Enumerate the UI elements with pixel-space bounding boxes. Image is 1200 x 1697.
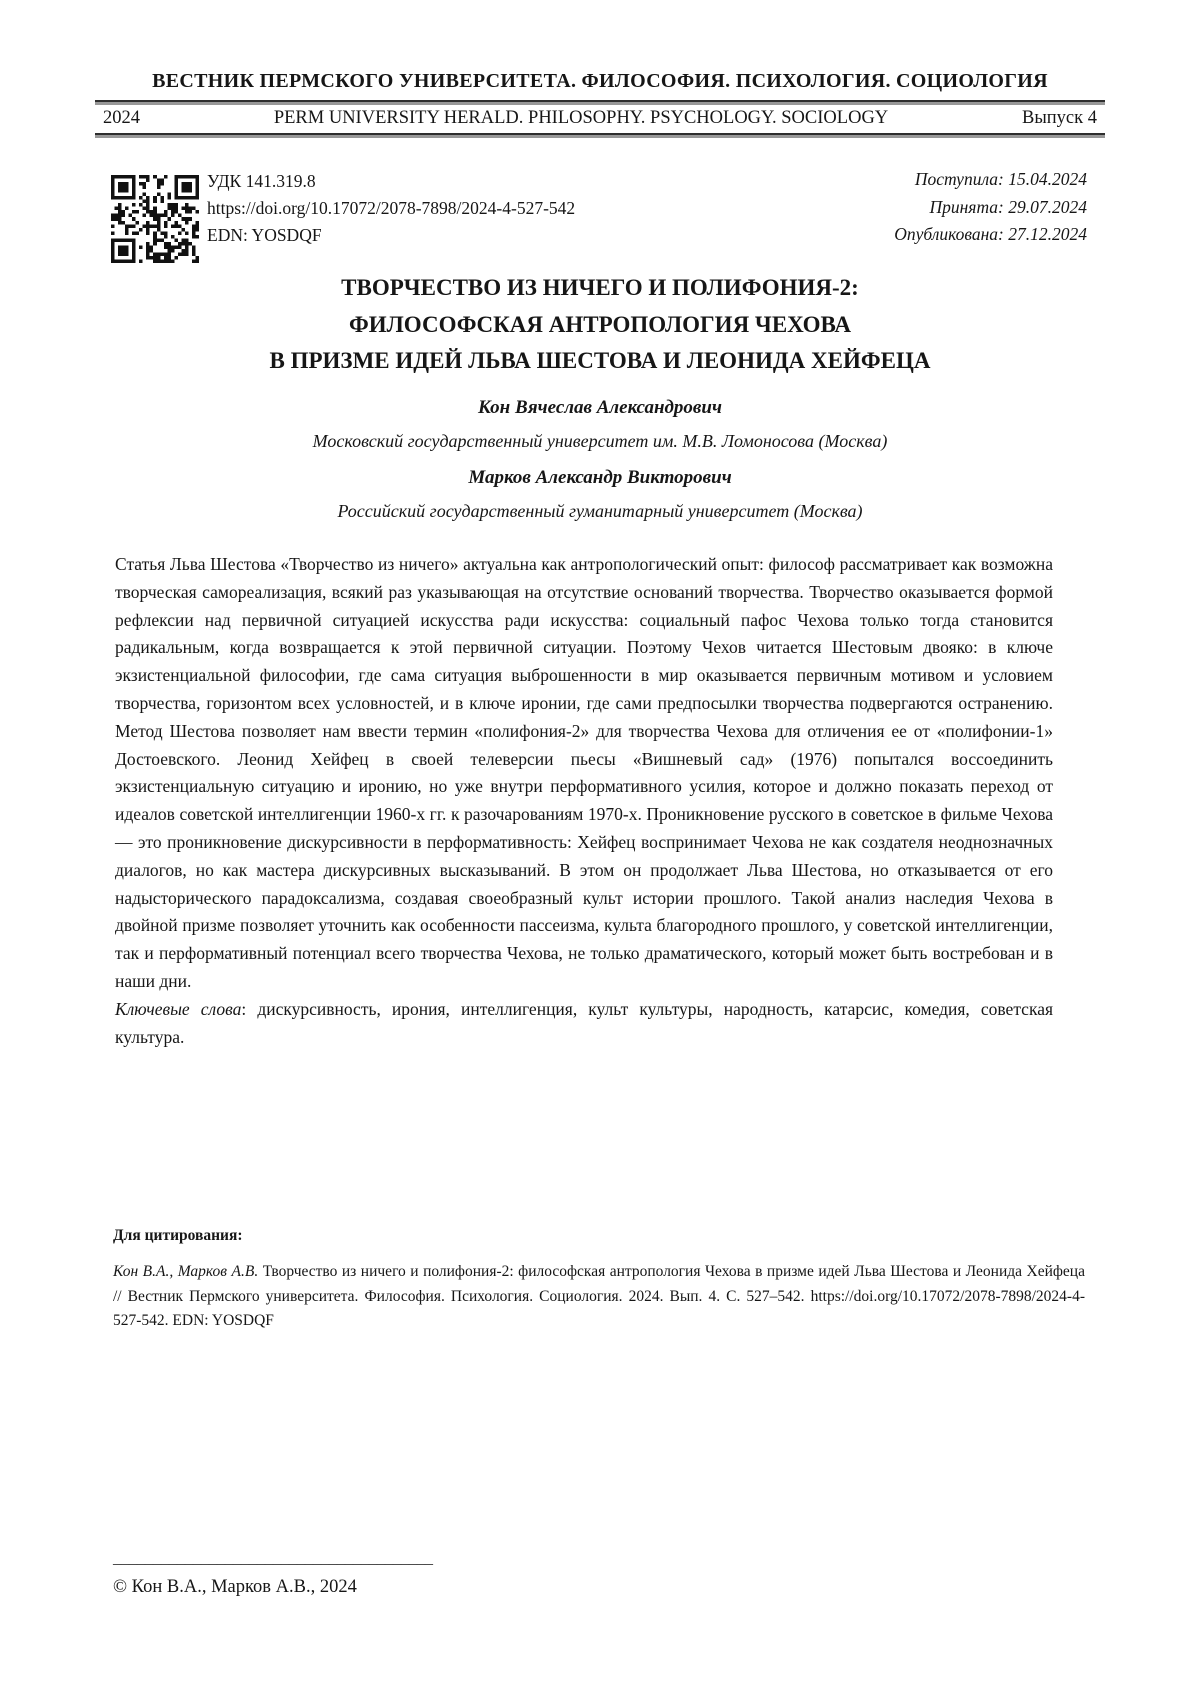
date-accepted: Принята: 29.07.2024	[929, 196, 1087, 217]
article-title-line-3: В ПРИЗМЕ ИДЕЙ ЛЬВА ШЕСТОВА И ЛЕОНИДА ХЕЙФЕЦА	[269, 348, 931, 373]
masthead-row	[95, 105, 1105, 133]
citation-authors: Кон В.А., Марков А.В.	[113, 1263, 259, 1280]
authors-block	[100, 397, 1100, 537]
doi-link[interactable]: https://doi.org/10.17072/2078-7898/2024-4-527-542	[207, 198, 576, 218]
submission-dates	[894, 166, 1087, 249]
article-title-line-1: ТВОРЧЕСТВО ИЗ НИЧЕГО И ПОЛИФОНИЯ-2:	[341, 275, 859, 300]
masthead	[95, 70, 1105, 138]
udc-number: УДК 141.319.8	[207, 171, 316, 191]
journal-year: 2024	[103, 108, 140, 128]
date-received: Поступила: 15.04.2024	[914, 169, 1087, 189]
journal-title-ru: ВЕСТНИК ПЕРМСКОГО УНИВЕРСИТЕТА. ФИЛОСОФИЯ. ПСИХОЛОГИЯ. СОЦИОЛОГИЯ	[152, 70, 1048, 92]
citation-block	[113, 1227, 1085, 1334]
article-title-line-2: ФИЛОСОФСКАЯ АНТРОПОЛОГИЯ ЧЕХОВА	[349, 311, 851, 337]
journal-issue: Выпуск 4	[1022, 108, 1097, 128]
udc-block	[207, 168, 575, 249]
masthead-rule-bottom	[95, 133, 1105, 138]
article-title	[100, 270, 1100, 380]
author-name: Марков Александр Викторович	[468, 467, 732, 488]
keywords-line	[115, 996, 1053, 1052]
citation-text	[113, 1260, 1085, 1334]
citation-body[interactable]: Творчество из ничего и полифония-2: философская антропология Чехова в призме идей Льва Шестова и Леонида Хейфеца // Вестник Пермского университета. Философия. Психология. Социология. 2024. Вып. 4. С. 527–542. https://doi.org/10.17072/2078-7898/2024-4-527-542. EDN: YOSDQF	[113, 1263, 1085, 1329]
author-affiliation: Российский государственный гуманитарный университет (Москва)	[337, 501, 863, 521]
abstract-text: Статья Льва Шестова «Творчество из ничего» актуальна как антропологический опыт: философ рассматривает как возможна творческая самореализация, всякий раз указывающая на отсутствие оснований творчества. Творчество оказывается формой рефлексии над первичной ситуацией искусства ради искусства: социальный пафос Чехова только тогда становится радикальным, когда возвращается к этой первичной ситуации. Поэтому Чехов читается Шестовым двояко: в ключе экзистенциальной философии, где сама ситуация выброшенности в мир оказывается первичным мотивом и условием творчества, горизонтом всех условностей, и в ключе иронии, где сами предпосылки творчества подвергаются остранению. Метод Шестова позволяет нам ввести термин «полифония-2» для творчества Чехова для отличения ее от «полифонии-1» Достоевского. Леонид Хейфец в своей телеверсии пьесы «Вишневый сад» (1976) попытался воссоединить экзистенциальную ситуацию и иронию, но уже внутри перформативного усилия, которое и должно показать переход от идеалов советской интеллигенции 1960-х гг. к разочарованиям 1970-х. Проникновение русского в советское в фильме Чехова — это проникновение дискурсивности в перформативность: Хейфец воспринимает Чехова не как создателя неоднозначных диалогов, но как мастера дискурсивных высказываний. В этом он продолжает Льва Шестова, но отказывается от его надысторического парадоксализма, создавая своеобразный культ истории прошлого. Такой анализ наследия Чехова в двойной призме позволяет уточнить как особенности пассеизма, культа благородного прошлого, у советской интеллигенции, так и перформативный потенциал всего творчества Чехова, не только драматического, который может быть востребован и в наши дни.	[115, 554, 1053, 991]
page-footer	[113, 1550, 433, 1598]
journal-title-en: PERM UNIVERSITY HERALD. PHILOSOPHY. PSYCHOLOGY. SOCIOLOGY	[273, 108, 889, 128]
keywords-text: : дискурсивность, ирония, интеллигенция, культ культуры, народность, катарсис, комедия, советская культура.	[115, 998, 1054, 1047]
date-published: Опубликована: 27.12.2024	[894, 224, 1087, 244]
abstract-block	[115, 551, 1053, 1051]
keywords-label: Ключевые слова	[115, 998, 242, 1019]
author-name: Кон Вячеслав Александрович	[478, 397, 722, 418]
copyright-line: © Кон В.А., Марков А.В., 2024	[113, 1577, 357, 1597]
qr-code	[111, 175, 199, 263]
citation-label: Для цитирования:	[113, 1227, 243, 1244]
article-meta	[95, 155, 1105, 275]
author-affiliation: Московский государственный университет им. М.В. Ломоносова (Москва)	[312, 431, 888, 451]
edn-code: EDN: YOSDQF	[207, 225, 322, 245]
footer-rule: ________________________________________	[113, 1550, 433, 1567]
